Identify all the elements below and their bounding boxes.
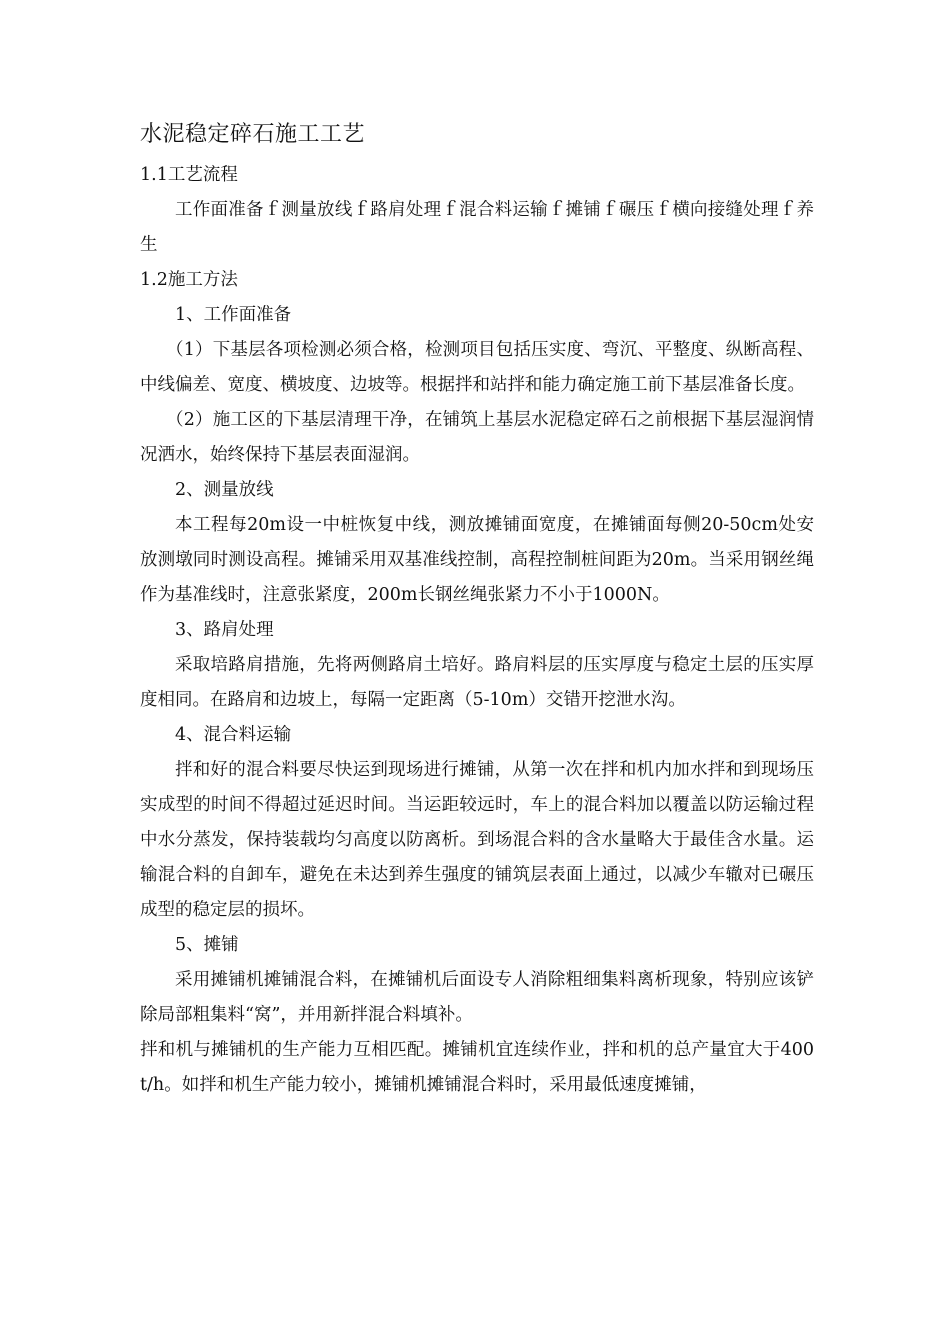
paragraph-base-cleaning: （2）施工区的下基层清理干净，在铺筑上基层水泥稳定碎石之前根据下基层湿润情况洒水，始终保持下基层表面湿润。: [140, 410, 814, 465]
subheading-survey-layout: 2、测量放线: [175, 480, 274, 500]
subheading-shoulder-treatment: 3、路肩处理: [175, 620, 274, 640]
paragraph-paving-segregation: 采用摊铺机摊铺混合料，在摊铺机后面设专人消除粗细集料离析现象，特别应该铲除局部粗集料“窝”，并用新拌混合料填补。: [140, 970, 814, 1025]
paragraph-process-steps: 工作面准备ｆ测量放线ｆ路肩处理ｆ混合料运输ｆ摊铺ｆ碾压ｆ横向接缝处理ｆ养生: [140, 200, 814, 255]
subheading-mixture-transport: 4、混合料运输: [175, 725, 292, 745]
subheading-paving: 5、摊铺: [175, 935, 239, 955]
document-body: [140, 112, 814, 1103]
paragraph-shoulder-details: 采取培路肩措施，先将两侧路肩土培好。路肩料层的压实厚度与稳定土层的压实厚度相同。在路肩和边坡上，每隔一定距离（5-10m）交错开挖泄水沟。: [140, 655, 814, 710]
paragraph-base-inspection: （1）下基层各项检测必须合格，检测项目包括压实度、弯沉、平整度、纵断高程、中线偏差、宽度、横坡度、边坡等。根据拌和站拌和能力确定施工前下基层准备长度。: [140, 340, 814, 395]
section-heading-construction-method: 1.2施工方法: [140, 270, 238, 290]
paragraph-paving-capacity: 拌和机与摊铺机的生产能力互相匹配。摊铺机宜连续作业，拌和机的总产量宜大于400t/h。如拌和机生产能力较小，摊铺机摊铺混合料时，采用最低速度摊铺，: [140, 1040, 814, 1095]
document-title: 水泥稳定碎石施工工艺: [140, 122, 366, 147]
section-heading-process-flow: 1.1工艺流程: [140, 165, 238, 185]
subheading-work-surface-prep: 1、工作面准备: [175, 305, 292, 325]
paragraph-survey-details: 本工程每20m设一中桩恢复中线，测放摊铺面宽度，在摊铺面每侧20-50cm处安放测墩同时测设高程。摊铺采用双基准线控制，高程控制桩间距为20m。当采用钢丝绳作为基准线时，注意张紧度，200m长钢丝绳张紧力不小于1000N。: [140, 515, 814, 605]
paragraph-transport-details: 拌和好的混合料要尽快运到现场进行摊铺，从第一次在拌和机内加水拌和到现场压实成型的时间不得超过延迟时间。当运距较远时，车上的混合料加以覆盖以防运输过程中水分蒸发，保持装载均匀高度以防离析。到场混合料的含水量略大于最佳含水量。运输混合料的自卸车，避免在未达到养生强度的铺筑层表面上通过，以减少车辙对已碾压成型的稳定层的损坏。: [140, 760, 814, 920]
